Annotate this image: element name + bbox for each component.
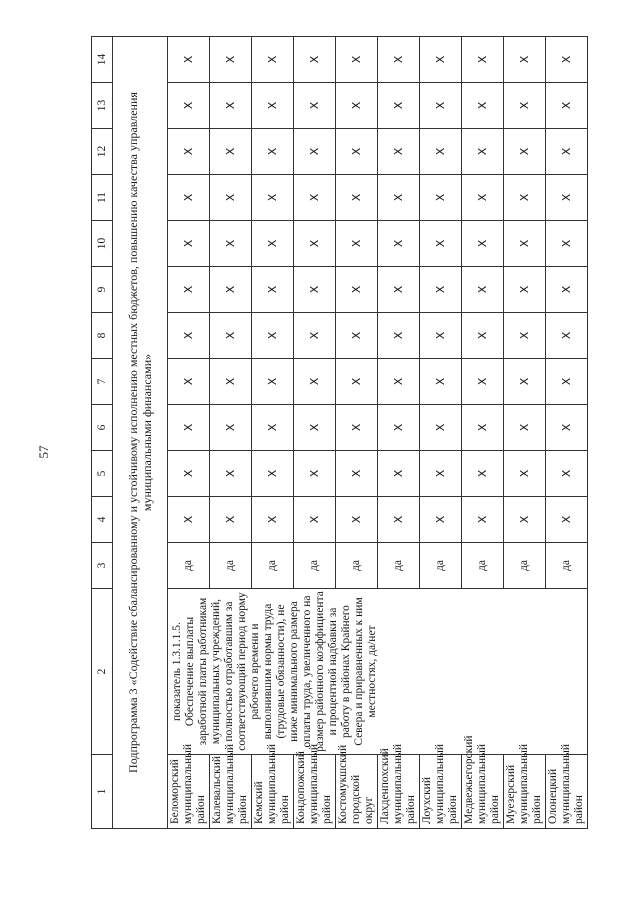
- not-applicable-mark: Х: [546, 451, 588, 497]
- not-applicable-mark: Х: [210, 313, 252, 359]
- not-applicable-mark: Х: [546, 267, 588, 313]
- not-applicable-mark: Х: [252, 313, 294, 359]
- not-applicable-mark: Х: [294, 497, 336, 543]
- not-applicable-mark: Х: [420, 83, 462, 129]
- not-applicable-mark: Х: [252, 221, 294, 267]
- not-applicable-mark: Х: [168, 267, 210, 313]
- not-applicable-mark: Х: [294, 37, 336, 83]
- not-applicable-mark: Х: [504, 359, 546, 405]
- not-applicable-mark: Х: [336, 83, 378, 129]
- not-applicable-mark: Х: [462, 497, 504, 543]
- not-applicable-mark: Х: [294, 221, 336, 267]
- not-applicable-mark: Х: [462, 451, 504, 497]
- not-applicable-mark: Х: [210, 451, 252, 497]
- municipality-cell: Костомукшский городской округ: [336, 755, 378, 829]
- not-applicable-mark: Х: [210, 83, 252, 129]
- not-applicable-mark: Х: [336, 129, 378, 175]
- municipality-cell: Кемский муниципальный район: [252, 755, 294, 829]
- not-applicable-mark: Х: [378, 405, 420, 451]
- not-applicable-mark: Х: [294, 405, 336, 451]
- not-applicable-mark: Х: [210, 175, 252, 221]
- municipality-cell: Лоухский муниципальный район: [420, 755, 462, 829]
- value-cell: да: [168, 543, 210, 589]
- not-applicable-mark: Х: [420, 451, 462, 497]
- column-number: 9: [92, 267, 113, 313]
- not-applicable-mark: Х: [294, 313, 336, 359]
- not-applicable-mark: Х: [504, 37, 546, 83]
- not-applicable-mark: Х: [210, 359, 252, 405]
- not-applicable-mark: Х: [252, 175, 294, 221]
- not-applicable-mark: Х: [420, 175, 462, 221]
- not-applicable-mark: Х: [462, 267, 504, 313]
- not-applicable-mark: Х: [378, 267, 420, 313]
- not-applicable-mark: Х: [378, 37, 420, 83]
- not-applicable-mark: Х: [252, 497, 294, 543]
- not-applicable-mark: Х: [462, 405, 504, 451]
- not-applicable-mark: Х: [420, 497, 462, 543]
- not-applicable-mark: Х: [546, 221, 588, 267]
- value-cell: да: [504, 543, 546, 589]
- not-applicable-mark: Х: [336, 497, 378, 543]
- not-applicable-mark: Х: [210, 37, 252, 83]
- not-applicable-mark: Х: [420, 405, 462, 451]
- not-applicable-mark: Х: [462, 175, 504, 221]
- not-applicable-mark: Х: [252, 451, 294, 497]
- column-number: 10: [92, 221, 113, 267]
- column-number: 1: [92, 755, 113, 829]
- not-applicable-mark: Х: [210, 129, 252, 175]
- column-number: 5: [92, 451, 113, 497]
- not-applicable-mark: Х: [210, 267, 252, 313]
- not-applicable-mark: Х: [546, 83, 588, 129]
- value-cell: да: [462, 543, 504, 589]
- municipality-cell: Калевальский муниципальный район: [210, 755, 252, 829]
- not-applicable-mark: Х: [168, 83, 210, 129]
- not-applicable-mark: Х: [336, 267, 378, 313]
- value-cell: да: [294, 543, 336, 589]
- not-applicable-mark: Х: [420, 359, 462, 405]
- not-applicable-mark: Х: [546, 359, 588, 405]
- not-applicable-mark: Х: [378, 175, 420, 221]
- column-number: 4: [92, 497, 113, 543]
- column-number: 6: [92, 405, 113, 451]
- not-applicable-mark: Х: [378, 129, 420, 175]
- not-applicable-mark: Х: [294, 451, 336, 497]
- not-applicable-mark: Х: [504, 451, 546, 497]
- municipality-cell: Олонецкий муниципальный район: [546, 755, 588, 829]
- not-applicable-mark: Х: [378, 83, 420, 129]
- not-applicable-mark: Х: [378, 359, 420, 405]
- column-number-row: [92, 37, 113, 829]
- not-applicable-mark: Х: [336, 451, 378, 497]
- not-applicable-mark: Х: [546, 497, 588, 543]
- not-applicable-mark: Х: [252, 129, 294, 175]
- not-applicable-mark: Х: [210, 221, 252, 267]
- not-applicable-mark: Х: [294, 175, 336, 221]
- not-applicable-mark: Х: [252, 267, 294, 313]
- not-applicable-mark: Х: [252, 83, 294, 129]
- not-applicable-mark: Х: [252, 405, 294, 451]
- indicator-description: показатель 1.3.1.1.5. Обеспечение выплаты заработной платы работникам муниципальных учреждений, полностью отработавшим за соответствующий период норму рабочего времени и выполнившим нормы труда (трудовые обязанности), не ниже минимального размера оплаты труда, увеличенного на размер районного коэффициента и процентной надбавки за работу в районах Крайнего Севера и приравненных к ним местностях, да/нет: [168, 589, 588, 755]
- municipality-cell: Кондопожский муниципальный район: [294, 755, 336, 829]
- subprogram-title: Подпрограмма 3 «Содействие сбалансированному и устойчивому исполнению местных бюджетов, повышению качества управления муниципальными финансами»: [113, 37, 168, 829]
- not-applicable-mark: Х: [378, 497, 420, 543]
- not-applicable-mark: Х: [462, 313, 504, 359]
- not-applicable-mark: Х: [378, 221, 420, 267]
- not-applicable-mark: Х: [168, 37, 210, 83]
- not-applicable-mark: Х: [168, 405, 210, 451]
- not-applicable-mark: Х: [420, 37, 462, 83]
- not-applicable-mark: Х: [336, 221, 378, 267]
- not-applicable-mark: Х: [420, 267, 462, 313]
- not-applicable-mark: Х: [504, 313, 546, 359]
- not-applicable-mark: Х: [294, 267, 336, 313]
- not-applicable-mark: Х: [168, 129, 210, 175]
- rotated-table-container: [91, 39, 585, 829]
- municipality-cell: Лахденпохский муниципальный район: [378, 755, 420, 829]
- not-applicable-mark: Х: [546, 37, 588, 83]
- not-applicable-mark: Х: [168, 313, 210, 359]
- subprogram-row: [113, 37, 168, 829]
- not-applicable-mark: Х: [336, 405, 378, 451]
- column-number: 2: [92, 589, 113, 755]
- value-cell: да: [546, 543, 588, 589]
- not-applicable-mark: Х: [168, 359, 210, 405]
- value-cell: да: [420, 543, 462, 589]
- value-cell: да: [336, 543, 378, 589]
- not-applicable-mark: Х: [378, 313, 420, 359]
- not-applicable-mark: Х: [294, 129, 336, 175]
- not-applicable-mark: Х: [420, 221, 462, 267]
- not-applicable-mark: Х: [336, 37, 378, 83]
- not-applicable-mark: Х: [504, 405, 546, 451]
- not-applicable-mark: Х: [462, 359, 504, 405]
- not-applicable-mark: Х: [294, 83, 336, 129]
- not-applicable-mark: Х: [294, 359, 336, 405]
- not-applicable-mark: Х: [504, 267, 546, 313]
- not-applicable-mark: Х: [420, 129, 462, 175]
- not-applicable-mark: Х: [168, 497, 210, 543]
- not-applicable-mark: Х: [546, 313, 588, 359]
- not-applicable-mark: Х: [546, 405, 588, 451]
- column-number: 13: [92, 83, 113, 129]
- data-table: [91, 36, 588, 829]
- column-number: 12: [92, 129, 113, 175]
- column-number: 3: [92, 543, 113, 589]
- value-cell: да: [252, 543, 294, 589]
- not-applicable-mark: Х: [462, 129, 504, 175]
- not-applicable-mark: Х: [168, 221, 210, 267]
- value-cell: да: [378, 543, 420, 589]
- not-applicable-mark: Х: [504, 83, 546, 129]
- not-applicable-mark: Х: [546, 129, 588, 175]
- municipality-cell: Муезерский муниципальный район: [504, 755, 546, 829]
- municipality-cell: Беломорский муниципальный район: [168, 755, 210, 829]
- column-number: 14: [92, 37, 113, 83]
- not-applicable-mark: Х: [504, 221, 546, 267]
- not-applicable-mark: Х: [378, 451, 420, 497]
- not-applicable-mark: Х: [210, 405, 252, 451]
- table-row: [168, 37, 210, 829]
- not-applicable-mark: Х: [252, 37, 294, 83]
- not-applicable-mark: Х: [168, 451, 210, 497]
- column-number: 8: [92, 313, 113, 359]
- not-applicable-mark: Х: [504, 497, 546, 543]
- not-applicable-mark: Х: [252, 359, 294, 405]
- not-applicable-mark: Х: [462, 83, 504, 129]
- not-applicable-mark: Х: [420, 313, 462, 359]
- not-applicable-mark: Х: [168, 175, 210, 221]
- not-applicable-mark: Х: [462, 37, 504, 83]
- value-cell: да: [210, 543, 252, 589]
- column-number: 11: [92, 175, 113, 221]
- municipality-cell: Медвежьегорский муниципальный район: [462, 755, 504, 829]
- page-number: 57: [36, 445, 51, 459]
- not-applicable-mark: Х: [336, 359, 378, 405]
- column-number: 7: [92, 359, 113, 405]
- not-applicable-mark: Х: [504, 175, 546, 221]
- not-applicable-mark: Х: [546, 175, 588, 221]
- not-applicable-mark: Х: [462, 221, 504, 267]
- not-applicable-mark: Х: [336, 313, 378, 359]
- not-applicable-mark: Х: [210, 497, 252, 543]
- not-applicable-mark: Х: [504, 129, 546, 175]
- not-applicable-mark: Х: [336, 175, 378, 221]
